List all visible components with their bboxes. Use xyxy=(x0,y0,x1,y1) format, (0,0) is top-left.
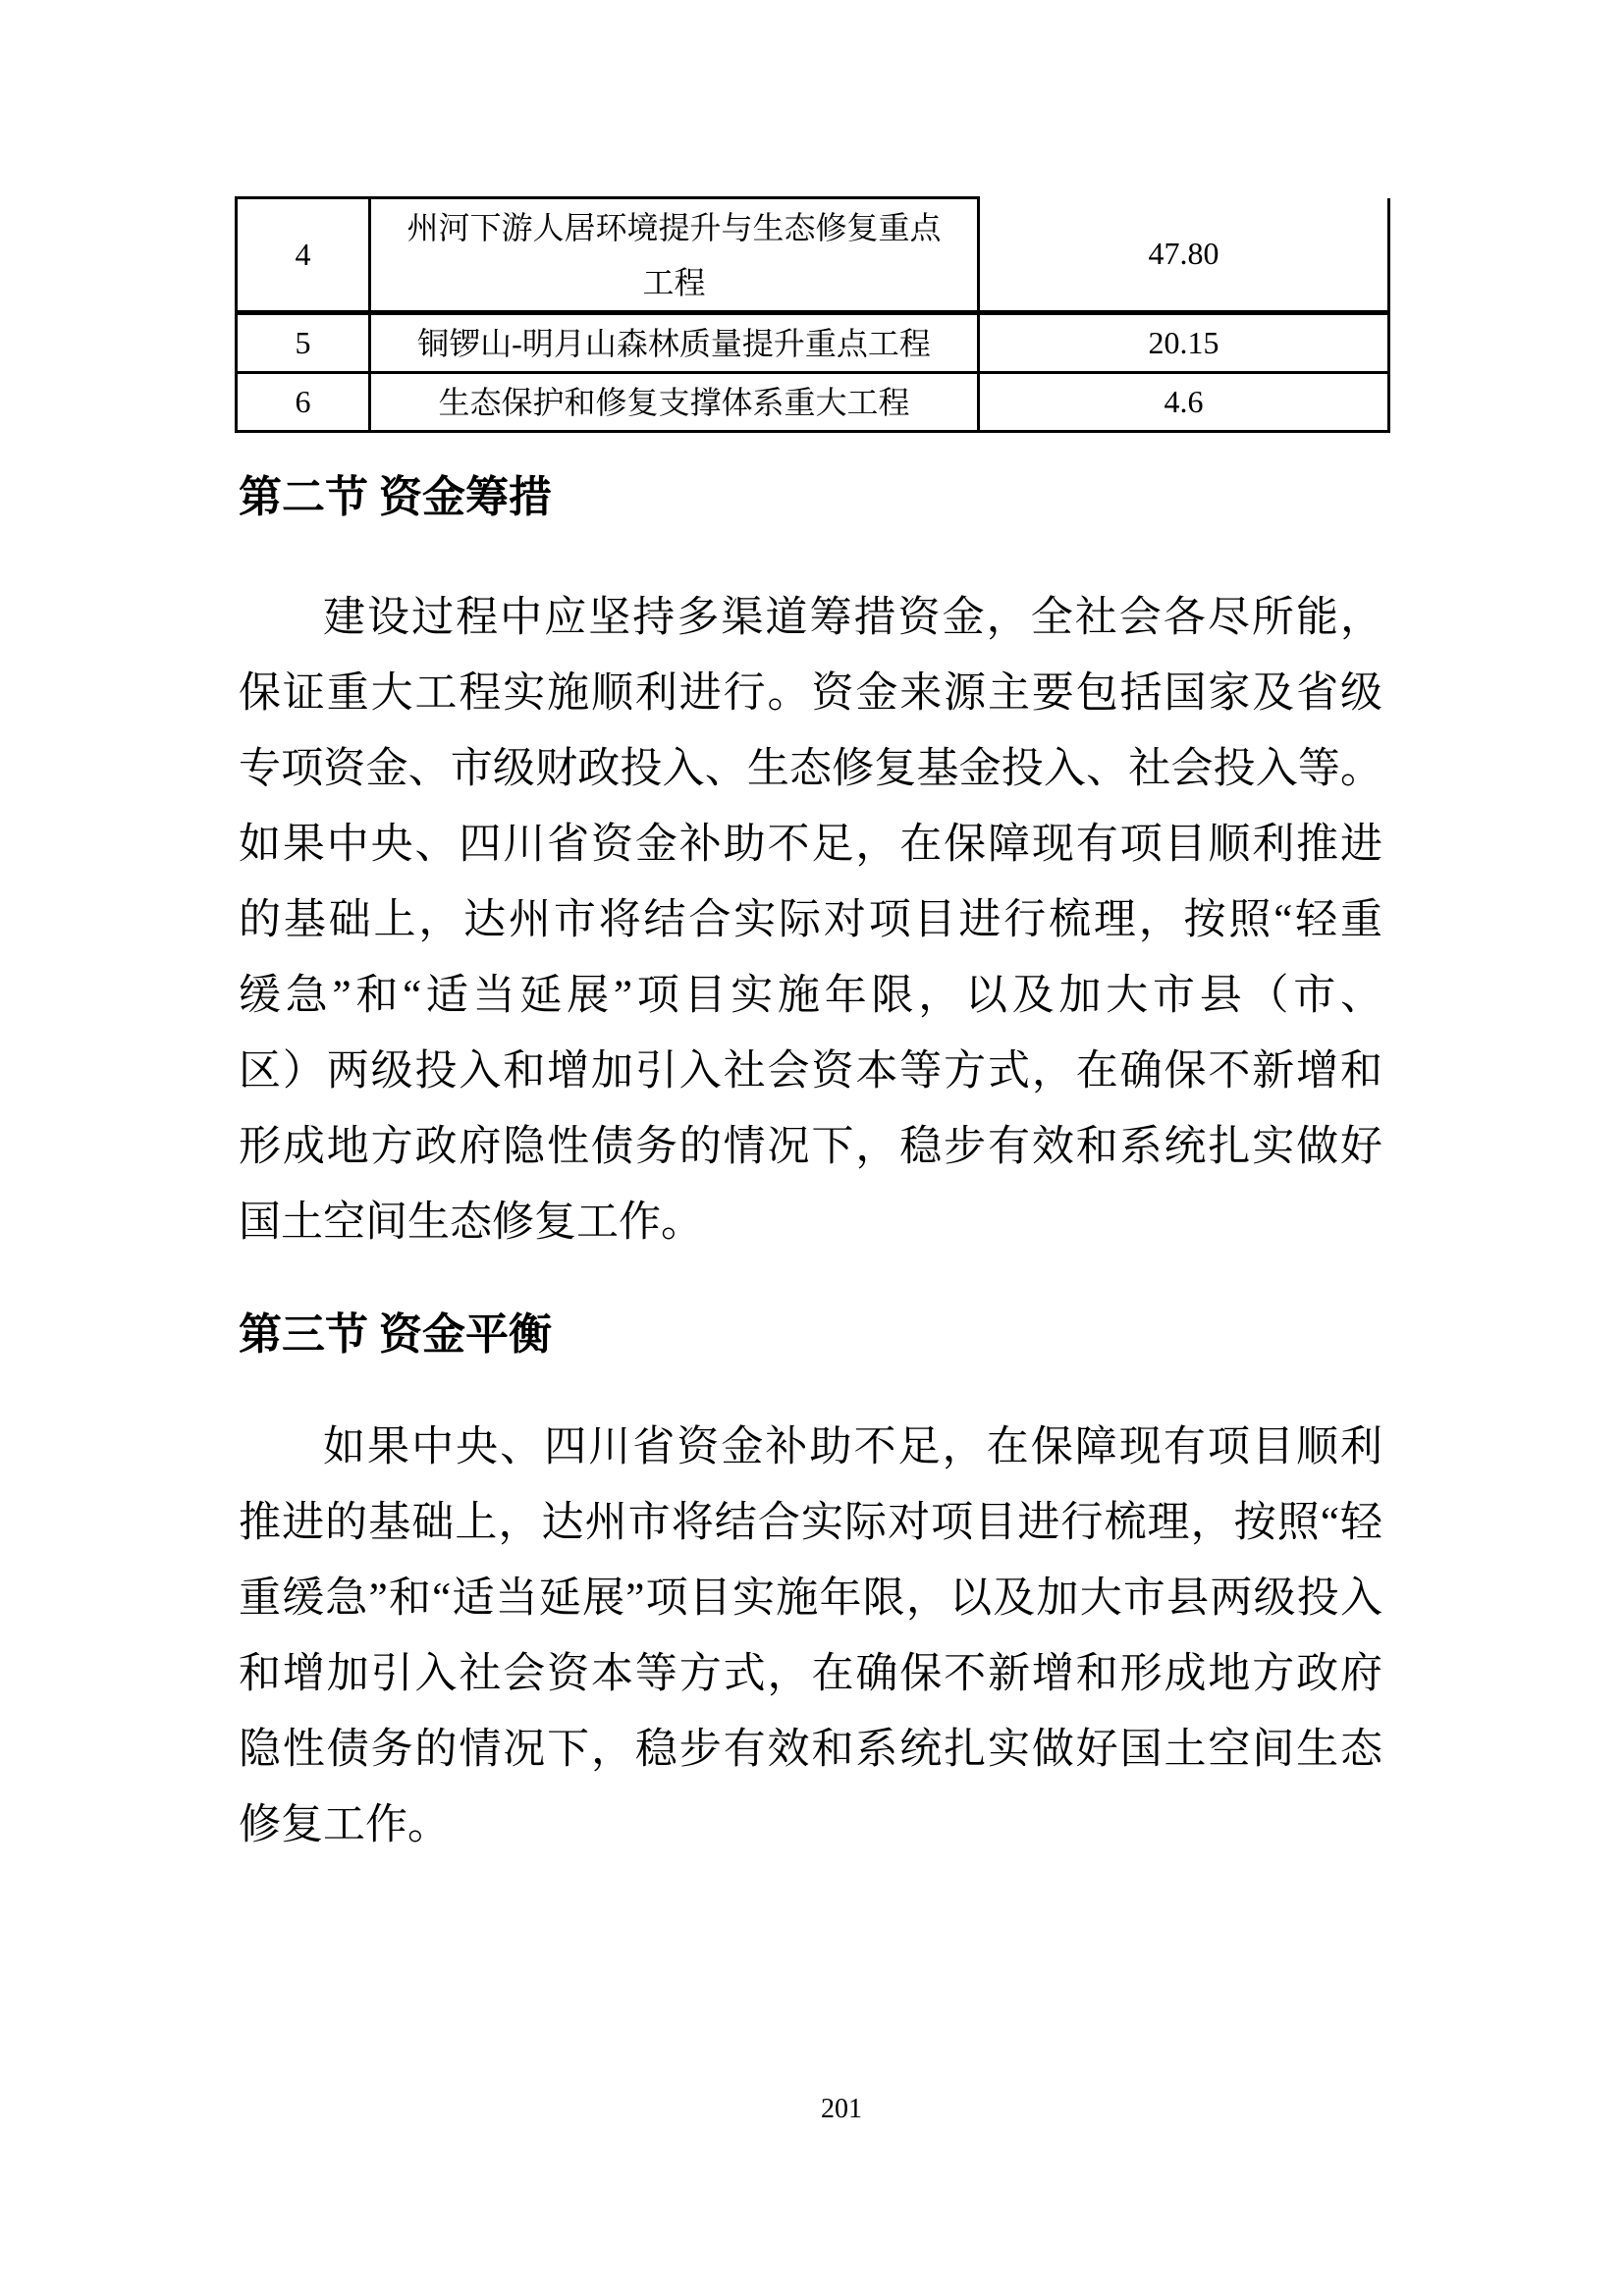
paragraph-funding xyxy=(239,580,1382,1260)
project-value-cell: 20.15 xyxy=(979,313,1389,373)
project-value-cell: 47.80 xyxy=(979,198,1389,313)
paragraph-line: 建设过程中应坚持多渠道筹措资金，全社会各尽所能， xyxy=(323,595,1382,641)
paragraph-line: 形成地方政府隐性债务的情况下，稳步有效和系统扎实做好 xyxy=(239,1124,1382,1170)
paragraph-line: 推进的基础上，达州市将结合实际对项目进行梳理，按照“轻 xyxy=(239,1500,1382,1546)
paragraph-line: 保证重大工程实施顺利进行。资金来源主要包括国家及省级 xyxy=(239,670,1382,717)
project-name-cell: 州河下游人居环境提升与生态修复重点工程 xyxy=(370,198,979,313)
paragraph-line: 修复工作。 xyxy=(239,1802,450,1848)
paragraph-line: 如果中央、四川省资金补助不足，在保障现有项目顺利 xyxy=(323,1424,1382,1470)
paragraph-line: 国土空间生态修复工作。 xyxy=(239,1200,703,1246)
paragraph-line: 区）两级投入和增加引入社会资本等方式，在确保不新增和 xyxy=(239,1048,1382,1095)
project-name-cell: 生态保护和修复支撑体系重大工程 xyxy=(370,373,979,432)
row-index-cell: 6 xyxy=(237,373,370,432)
project-name-cell: 铜锣山-明月山森林质量提升重点工程 xyxy=(370,313,979,373)
table-row xyxy=(237,313,1389,373)
project-value-cell: 4.6 xyxy=(979,373,1389,432)
paragraph-line: 和增加引入社会资本等方式，在确保不新增和形成地方政府 xyxy=(239,1651,1382,1697)
row-index-cell: 5 xyxy=(237,313,370,373)
paragraph-line: 专项资金、市级财政投入、生态修复基金投入、社会投入等。 xyxy=(239,746,1382,792)
paragraph-line: 如果中央、四川省资金补助不足，在保障现有项目顺利推进 xyxy=(239,822,1382,868)
section-heading-balance: 第三节 资金平衡 xyxy=(239,1310,552,1359)
paragraph-line: 隐性债务的情况下，稳步有效和系统扎实做好国土空间生态 xyxy=(239,1727,1382,1773)
row-index-cell: 4 xyxy=(237,198,370,313)
table-row xyxy=(237,373,1389,432)
paragraph-line: 的基础上，达州市将结合实际对项目进行梳理，按照“轻重 xyxy=(239,897,1382,943)
page-number: 201 xyxy=(821,2094,862,2124)
paragraph-balance xyxy=(239,1410,1382,1863)
paragraph-line: 缓急”和“适当延展”项目实施年限，以及加大市县（市、 xyxy=(239,973,1382,1019)
paragraph-line: 重缓急”和“适当延展”项目实施年限，以及加大市县两级投入 xyxy=(239,1575,1382,1622)
table-row xyxy=(237,198,1389,313)
section-heading-funding: 第二节 资金筹措 xyxy=(239,473,552,521)
projects-table xyxy=(235,196,1390,433)
